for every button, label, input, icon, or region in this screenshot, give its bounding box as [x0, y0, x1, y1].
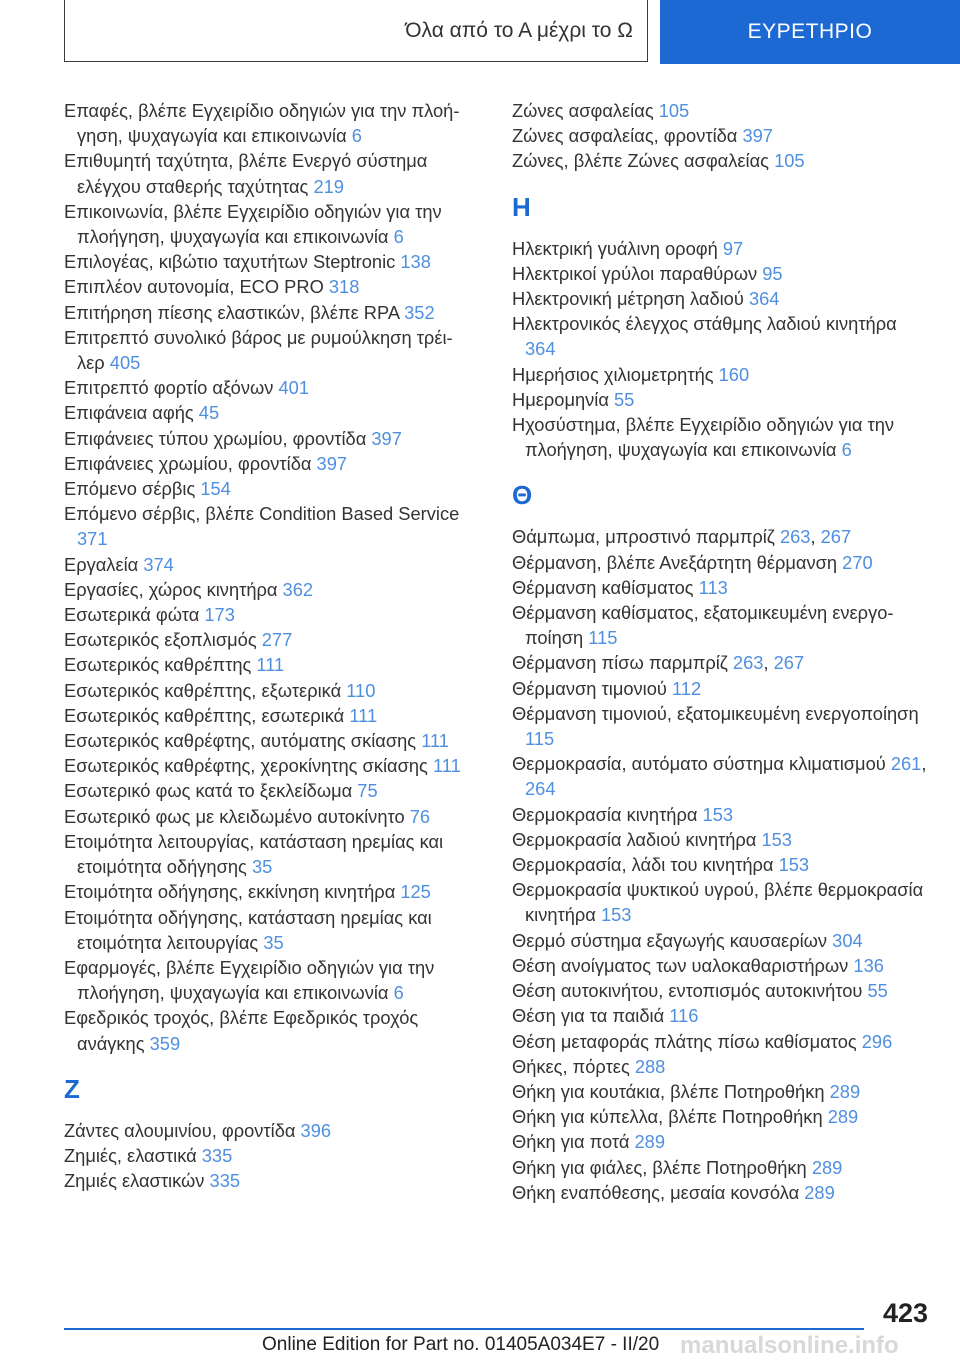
- index-entry: [64, 577, 474, 602]
- index-entry-text: Ζάντες αλουμινίου, φροντίδα: [64, 1119, 301, 1141]
- index-entry-text: Θερμό σύστημα εξαγωγής καυσαερίων: [512, 929, 833, 951]
- page-header: [64, 0, 960, 64]
- index-entry-text: Εσωτερικός καθρέφτης, χεροκίνητης σκίασης: [64, 755, 433, 777]
- index-entry: [512, 1029, 932, 1054]
- index-entry: [64, 375, 474, 400]
- index-entry: [512, 877, 932, 927]
- page-reference-link[interactable]: 318: [328, 276, 360, 298]
- index-entry: [512, 236, 932, 261]
- page-reference-link[interactable]: 289: [811, 1156, 843, 1178]
- page-reference-link[interactable]: 267: [773, 652, 805, 674]
- page-reference-link[interactable]: 111: [421, 730, 449, 752]
- watermark: manualsonline.info: [680, 1332, 899, 1359]
- section-letter: Θ: [512, 480, 533, 511]
- index-entry-text: Θέρμανση καθίσματος: [512, 576, 699, 598]
- index-entry: [64, 829, 474, 879]
- page-reference-link[interactable]: 397: [742, 125, 773, 147]
- page-reference-link[interactable]: 116: [669, 1005, 699, 1027]
- index-entry: [64, 274, 474, 299]
- page-reference-link[interactable]: 277: [261, 629, 293, 651]
- page-reference-link[interactable]: 405: [109, 352, 141, 374]
- index-entry: [64, 476, 474, 501]
- page-reference-link[interactable]: 95: [762, 262, 783, 284]
- page-reference-link[interactable]: 110: [346, 679, 376, 701]
- page-reference-link[interactable]: 267: [820, 526, 852, 548]
- index-entry-text: Ετοιμότητα λειτουργίας, κατάσταση ηρεμίας και ετοιμότητα οδήγησης: [64, 830, 444, 878]
- index-entry: [512, 362, 932, 387]
- page-reference-link[interactable]: 270: [842, 551, 873, 573]
- index-entry: [64, 652, 474, 677]
- index-entry-text: Εφεδρικός τροχός, βλέπε Εφεδρικός τροχός ανάγκης: [64, 1007, 419, 1054]
- index-entry-text: Ετοιμότητα οδήγησης, εκκίνηση κινητήρα: [64, 881, 401, 903]
- index-entry-text: Θάμπωμα, μπροστινό παρμπρίζ: [512, 526, 780, 548]
- index-entry: [64, 703, 474, 728]
- index-entry: [512, 600, 932, 650]
- index-entry-text: Θήκη για φιάλες, βλέπε Ποτηροθήκη: [512, 1156, 812, 1178]
- index-entry-text: Επιπλέον αυτονομία, ECO PRO: [64, 276, 329, 298]
- index-entry: [512, 701, 932, 751]
- page-reference-link[interactable]: 397: [316, 452, 348, 474]
- index-entry-text: Εργαλεία: [64, 553, 144, 575]
- index-entry: Θερμοκρασία, αυτόματο σύστημα κλιματισμού 261, 264: [512, 753, 927, 800]
- index-entry-text: Θέρμανση καθίσματος, εξατομικευμένη ενεργοποίηση: [512, 602, 894, 649]
- index-entry-text: Ζημιές, ελαστικά: [64, 1144, 202, 1166]
- index-entry-text: Θήκη για ποτά: [512, 1131, 635, 1153]
- index-entry-text: Θέση μεταφοράς πλάτης πίσω καθίσματος: [512, 1030, 862, 1052]
- tab-a-to-z[interactable]: Όλα από το Α μέχρι το Ω: [64, 0, 648, 62]
- index-entry-text: Επιφάνειες χρωμίου, φροντίδα: [64, 452, 317, 474]
- index-entry-text: Επιφάνεια αφής: [64, 402, 199, 424]
- index-entry: [64, 905, 474, 955]
- index-entry-text: Θέρμανση, βλέπε Ανεξάρτητη θέρμανση: [512, 551, 843, 573]
- index-entry: [512, 953, 932, 978]
- page-reference-link[interactable]: 264: [525, 778, 556, 800]
- page-reference-link[interactable]: 6: [393, 226, 404, 248]
- page-reference-link[interactable]: 35: [251, 856, 273, 878]
- page-reference-link[interactable]: 55: [614, 388, 635, 410]
- index-entry: Θάμπωμα, μπροστινό παρμπρίζ 263, 267: [512, 526, 852, 548]
- index-entry: [512, 1003, 932, 1028]
- page-number: 423: [882, 1298, 928, 1328]
- page-reference-link[interactable]: 35: [263, 931, 284, 953]
- index-entry-text: Επιλογέας, κιβώτιο ταχυτήτων Steptronic: [64, 251, 401, 273]
- page-reference-link[interactable]: 289: [827, 1106, 859, 1128]
- index-entry-text: Θήκη για κουτάκια, βλέπε Ποτηροθήκη: [512, 1080, 830, 1102]
- index-entry-text: Θέση για τα παιδιά: [512, 1005, 670, 1027]
- page-reference-link[interactable]: 173: [204, 604, 235, 626]
- page-reference-link[interactable]: 125: [400, 881, 431, 903]
- page-reference-link[interactable]: 115: [525, 728, 555, 750]
- index-entry: [64, 753, 474, 778]
- index-entry: [64, 1005, 474, 1055]
- index-entry-text: Εσωτερικός εξοπλισμός: [64, 629, 262, 651]
- index-entry-text: Εργασίες, χώρος κινητήρα: [64, 578, 283, 600]
- index-entry: [512, 286, 932, 311]
- page-reference-link[interactable]: 45: [198, 402, 220, 424]
- index-entry: [64, 325, 474, 375]
- index-entry-text: Εσωτερικός καθρέπτης, εξωτερικά: [64, 679, 347, 701]
- index-column-right: [512, 98, 932, 1205]
- index-entry: [512, 978, 932, 1003]
- index-entry-text: Επόμενο σέρβις: [64, 478, 201, 500]
- index-entry: [64, 552, 474, 577]
- page-reference-link[interactable]: 138: [400, 251, 431, 273]
- page-reference-link[interactable]: 219: [313, 175, 344, 197]
- index-entry: [512, 1155, 932, 1180]
- page-reference-link[interactable]: 288: [634, 1055, 666, 1077]
- index-entry-text: Επιτρεπτό συνολικό βάρος με ρυμούλκηση τρέιλερ: [64, 326, 453, 374]
- index-entry-text: Επικοινωνία, βλέπε Εγχειρίδιο οδηγιών για την πλοήγηση, ψυχαγωγία και επικοινωνία: [64, 200, 442, 248]
- index-entry-text: Επιφάνειες τύπου χρωμίου, φροντίδα: [64, 427, 372, 449]
- page-reference-link[interactable]: 111: [256, 654, 285, 676]
- index-entry: [64, 98, 474, 148]
- index-entry: [64, 627, 474, 652]
- page-reference-link[interactable]: 396: [300, 1119, 332, 1141]
- index-entry: [64, 602, 474, 627]
- page-reference-link[interactable]: 153: [778, 854, 810, 876]
- index-entry: [64, 728, 474, 753]
- index-entry-text: Ετοιμότητα οδήγησης, κατάσταση ηρεμίας και ετοιμότητα λειτουργίας: [64, 906, 432, 953]
- index-entry: [64, 400, 474, 425]
- page-reference-link[interactable]: 6: [393, 982, 404, 1004]
- index-entry-text: Εσωτερικό φως κατά το ξεκλείδωμα: [64, 780, 358, 802]
- page-reference-link[interactable]: 136: [853, 954, 884, 976]
- page-reference-link[interactable]: 374: [143, 553, 174, 575]
- index-entry-text: Εσωτερικός καθρέφτης, αυτόματης σκίασης: [64, 730, 422, 752]
- index-entry: [512, 1104, 932, 1129]
- page-reference-link[interactable]: 371: [77, 528, 108, 550]
- index-entry: [512, 802, 932, 827]
- index-entry: [512, 148, 932, 173]
- page-reference-link[interactable]: 335: [201, 1144, 233, 1166]
- index-entry-text: Εφαρμογές, βλέπε Εγχειρίδιο οδηγιών για την πλοήγηση, ψυχαγωγία και επικοινωνία: [64, 956, 435, 1004]
- index-entry-text: Εσωτερικός καθρέπτης: [64, 654, 257, 676]
- index-entry-text: Θήκη για κύπελλα, βλέπε Ποτηροθήκη: [512, 1106, 828, 1128]
- page-reference-link[interactable]: 153: [761, 828, 792, 850]
- index-entry: Θέρμανση πίσω παρμπρίζ 263, 267: [512, 652, 805, 674]
- index-entry-text: Ζώνες ασφαλείας: [512, 100, 659, 121]
- index-entry: [512, 311, 932, 361]
- index-entry-text: Θερμοκρασία, αυτόματο σύστημα κλιματισμού: [512, 753, 891, 775]
- index-entry-text: Θήκη εναπόθεσης, μεσαία κονσόλα: [512, 1181, 805, 1203]
- index-entry-text: Θέση αυτοκινήτου, εντοπισμός αυτοκινήτου: [512, 980, 868, 1002]
- index-entry-text: Ηλεκτρονικός έλεγχος στάθμης λαδιού κινητήρα: [512, 313, 897, 335]
- index-entry: [512, 676, 932, 701]
- index-entry-text: Θέρμανση πίσω παρμπρίζ: [512, 652, 733, 674]
- index-entry: [64, 451, 474, 476]
- index-entry: [64, 955, 474, 1005]
- index-entry-text: Ηλεκτρονική μέτρηση λαδιού: [512, 288, 749, 310]
- page-reference-link[interactable]: 289: [804, 1181, 835, 1203]
- page-reference-link[interactable]: 296: [861, 1030, 893, 1052]
- page-reference-link[interactable]: 113: [698, 576, 728, 598]
- index-entry: [64, 778, 474, 803]
- index-entry-text: Θέρμανση τιμονιού, εξατομικευμένη ενεργοποίηση: [512, 702, 919, 724]
- page-reference-link[interactable]: 359: [149, 1032, 181, 1054]
- index-entry-text: Εσωτερικά φώτα: [64, 604, 205, 626]
- footer-edition: Online Edition for Part no. 01405A034E7 - II/20: [262, 1334, 660, 1355]
- index-entry-text: Ζώνες ασφαλείας, φροντίδα: [512, 125, 743, 147]
- page-reference-link[interactable]: 105: [774, 150, 805, 172]
- page-reference-link[interactable]: 335: [209, 1170, 241, 1192]
- index-entry: [512, 412, 932, 462]
- page-reference-link[interactable]: 154: [200, 478, 231, 500]
- index-entry-text: Θερμοκρασία ψυκτικού υγρού, βλέπε θερμοκρασία κινητήρα: [512, 879, 924, 926]
- section-letter: Z: [64, 1073, 80, 1104]
- page-reference-link[interactable]: 115: [588, 627, 618, 649]
- page-reference-link[interactable]: 263: [779, 526, 811, 548]
- index-entry-text: Επιτήρηση πίεσης ελαστικών, βλέπε RPA: [64, 301, 405, 323]
- page-reference-link[interactable]: 6: [351, 125, 362, 147]
- page-reference-link[interactable]: 401: [278, 377, 309, 399]
- index-entry: [512, 1079, 932, 1104]
- index-entry: [64, 148, 474, 198]
- index-entry: [512, 827, 932, 852]
- index-entry: [512, 852, 932, 877]
- index-entry-text: Θερμοκρασία λαδιού κινητήρα: [512, 828, 762, 850]
- index-entry: [64, 1168, 474, 1193]
- index-entry: [64, 426, 474, 451]
- index-entry-text: Ηλεκτρικοί γρύλοι παραθύρων: [512, 262, 763, 284]
- index-entry: [64, 249, 474, 274]
- index-entry-text: Εσωτερικό φως με κλειδωμένο αυτοκίνητο: [64, 805, 410, 827]
- index-entry-text: Ζώνες, βλέπε Ζώνες ασφαλείας: [512, 150, 775, 172]
- index-entry-text: Επιτρεπτό φορτίο αξόνων: [64, 377, 279, 399]
- page-reference-link[interactable]: 153: [702, 803, 734, 825]
- page-reference-link[interactable]: 261: [890, 753, 922, 775]
- page-reference-link[interactable]: 112: [671, 677, 702, 699]
- index-entry-text: Θερμοκρασία, λάδι του κινητήρα: [512, 854, 779, 876]
- index-entry-text: Ημερήσιος χιλιομετρητής: [512, 363, 719, 385]
- index-entry: [64, 300, 474, 325]
- page-reference-link[interactable]: 55: [867, 980, 888, 1002]
- footer-divider: [64, 1328, 864, 1330]
- index-entry: [512, 261, 932, 286]
- page-reference-link[interactable]: 397: [371, 427, 402, 449]
- index-entry: [512, 1129, 932, 1154]
- page-reference-link[interactable]: 105: [658, 100, 690, 121]
- index-entry: [64, 879, 474, 904]
- page-reference-link[interactable]: 352: [404, 301, 435, 323]
- index-entry-text: Ημερομηνία: [512, 388, 615, 410]
- index-entry-text: Επόμενο σέρβις, βλέπε Condition Based Service: [64, 503, 460, 525]
- index-entry-text: Εσωτερικός καθρέπτης, εσωτερικά: [64, 704, 350, 726]
- page-reference-link[interactable]: 111: [349, 704, 378, 726]
- page-reference-link[interactable]: 364: [748, 288, 780, 310]
- index-entry-text: Ηλεκτρική γυάλινη οροφή: [512, 237, 723, 259]
- index-entry-text: Επαφές, βλέπε Εγχειρίδιο οδηγιών για την πλοήγηση, ψυχαγωγία και επικοινωνία: [64, 100, 460, 147]
- index-entry-text: Ηχοσύστημα, βλέπε Εγχειρίδιο οδηγιών για την πλοήγηση, ψυχαγωγία και επικοινωνία: [512, 414, 895, 461]
- page-reference-link[interactable]: 289: [634, 1131, 666, 1153]
- page-reference-link[interactable]: 76: [409, 805, 431, 827]
- index-entry-text: Θέση ανοίγματος των υαλοκαθαριστήρων: [512, 954, 854, 976]
- page-reference-link[interactable]: 263: [732, 652, 764, 674]
- page-reference-link[interactable]: 75: [357, 780, 378, 802]
- page-reference-link[interactable]: 111: [432, 755, 461, 777]
- index-entry: [512, 1180, 932, 1205]
- index-entry: [64, 1143, 474, 1168]
- index-entry: [512, 1054, 932, 1079]
- index-entry: [512, 928, 932, 953]
- page-reference-link[interactable]: 362: [282, 578, 314, 600]
- page-reference-link[interactable]: 160: [718, 363, 750, 385]
- index-entry: [512, 123, 932, 148]
- index-entry: [64, 501, 474, 551]
- index-entry-text: Θήκες, πόρτες: [512, 1055, 635, 1077]
- section-letter: H: [512, 191, 531, 222]
- page-reference-link[interactable]: 97: [722, 237, 744, 259]
- index-entry: [512, 98, 932, 123]
- index-entry: [64, 804, 474, 829]
- index-entry: [512, 575, 932, 600]
- page-reference-link[interactable]: 304: [832, 929, 863, 951]
- page-reference-link[interactable]: 289: [829, 1080, 861, 1102]
- index-entry-text: Θέρμανση τιμονιού: [512, 677, 672, 699]
- index-entry: [512, 550, 932, 575]
- index-entry: [64, 199, 474, 249]
- page-reference-link[interactable]: 153: [600, 904, 632, 926]
- index-entry: [512, 387, 932, 412]
- index-entry: [64, 1118, 474, 1143]
- page-reference-link[interactable]: 364: [525, 338, 556, 360]
- index-column-left: [64, 98, 474, 1193]
- index-entry-text: Επιθυμητή ταχύτητα, βλέπε Ενεργό σύστημα ελέγχου σταθερής ταχύτητας: [64, 150, 428, 197]
- index-entry: [64, 678, 474, 703]
- index-entry-text: Ζημιές ελαστικών: [64, 1170, 210, 1192]
- tab-index[interactable]: ΕΥΡΕΤΗΡΙΟ: [660, 0, 960, 64]
- page-reference-link[interactable]: 6: [841, 439, 852, 461]
- index-entry-text: Θερμοκρασία κινητήρα: [512, 803, 703, 825]
